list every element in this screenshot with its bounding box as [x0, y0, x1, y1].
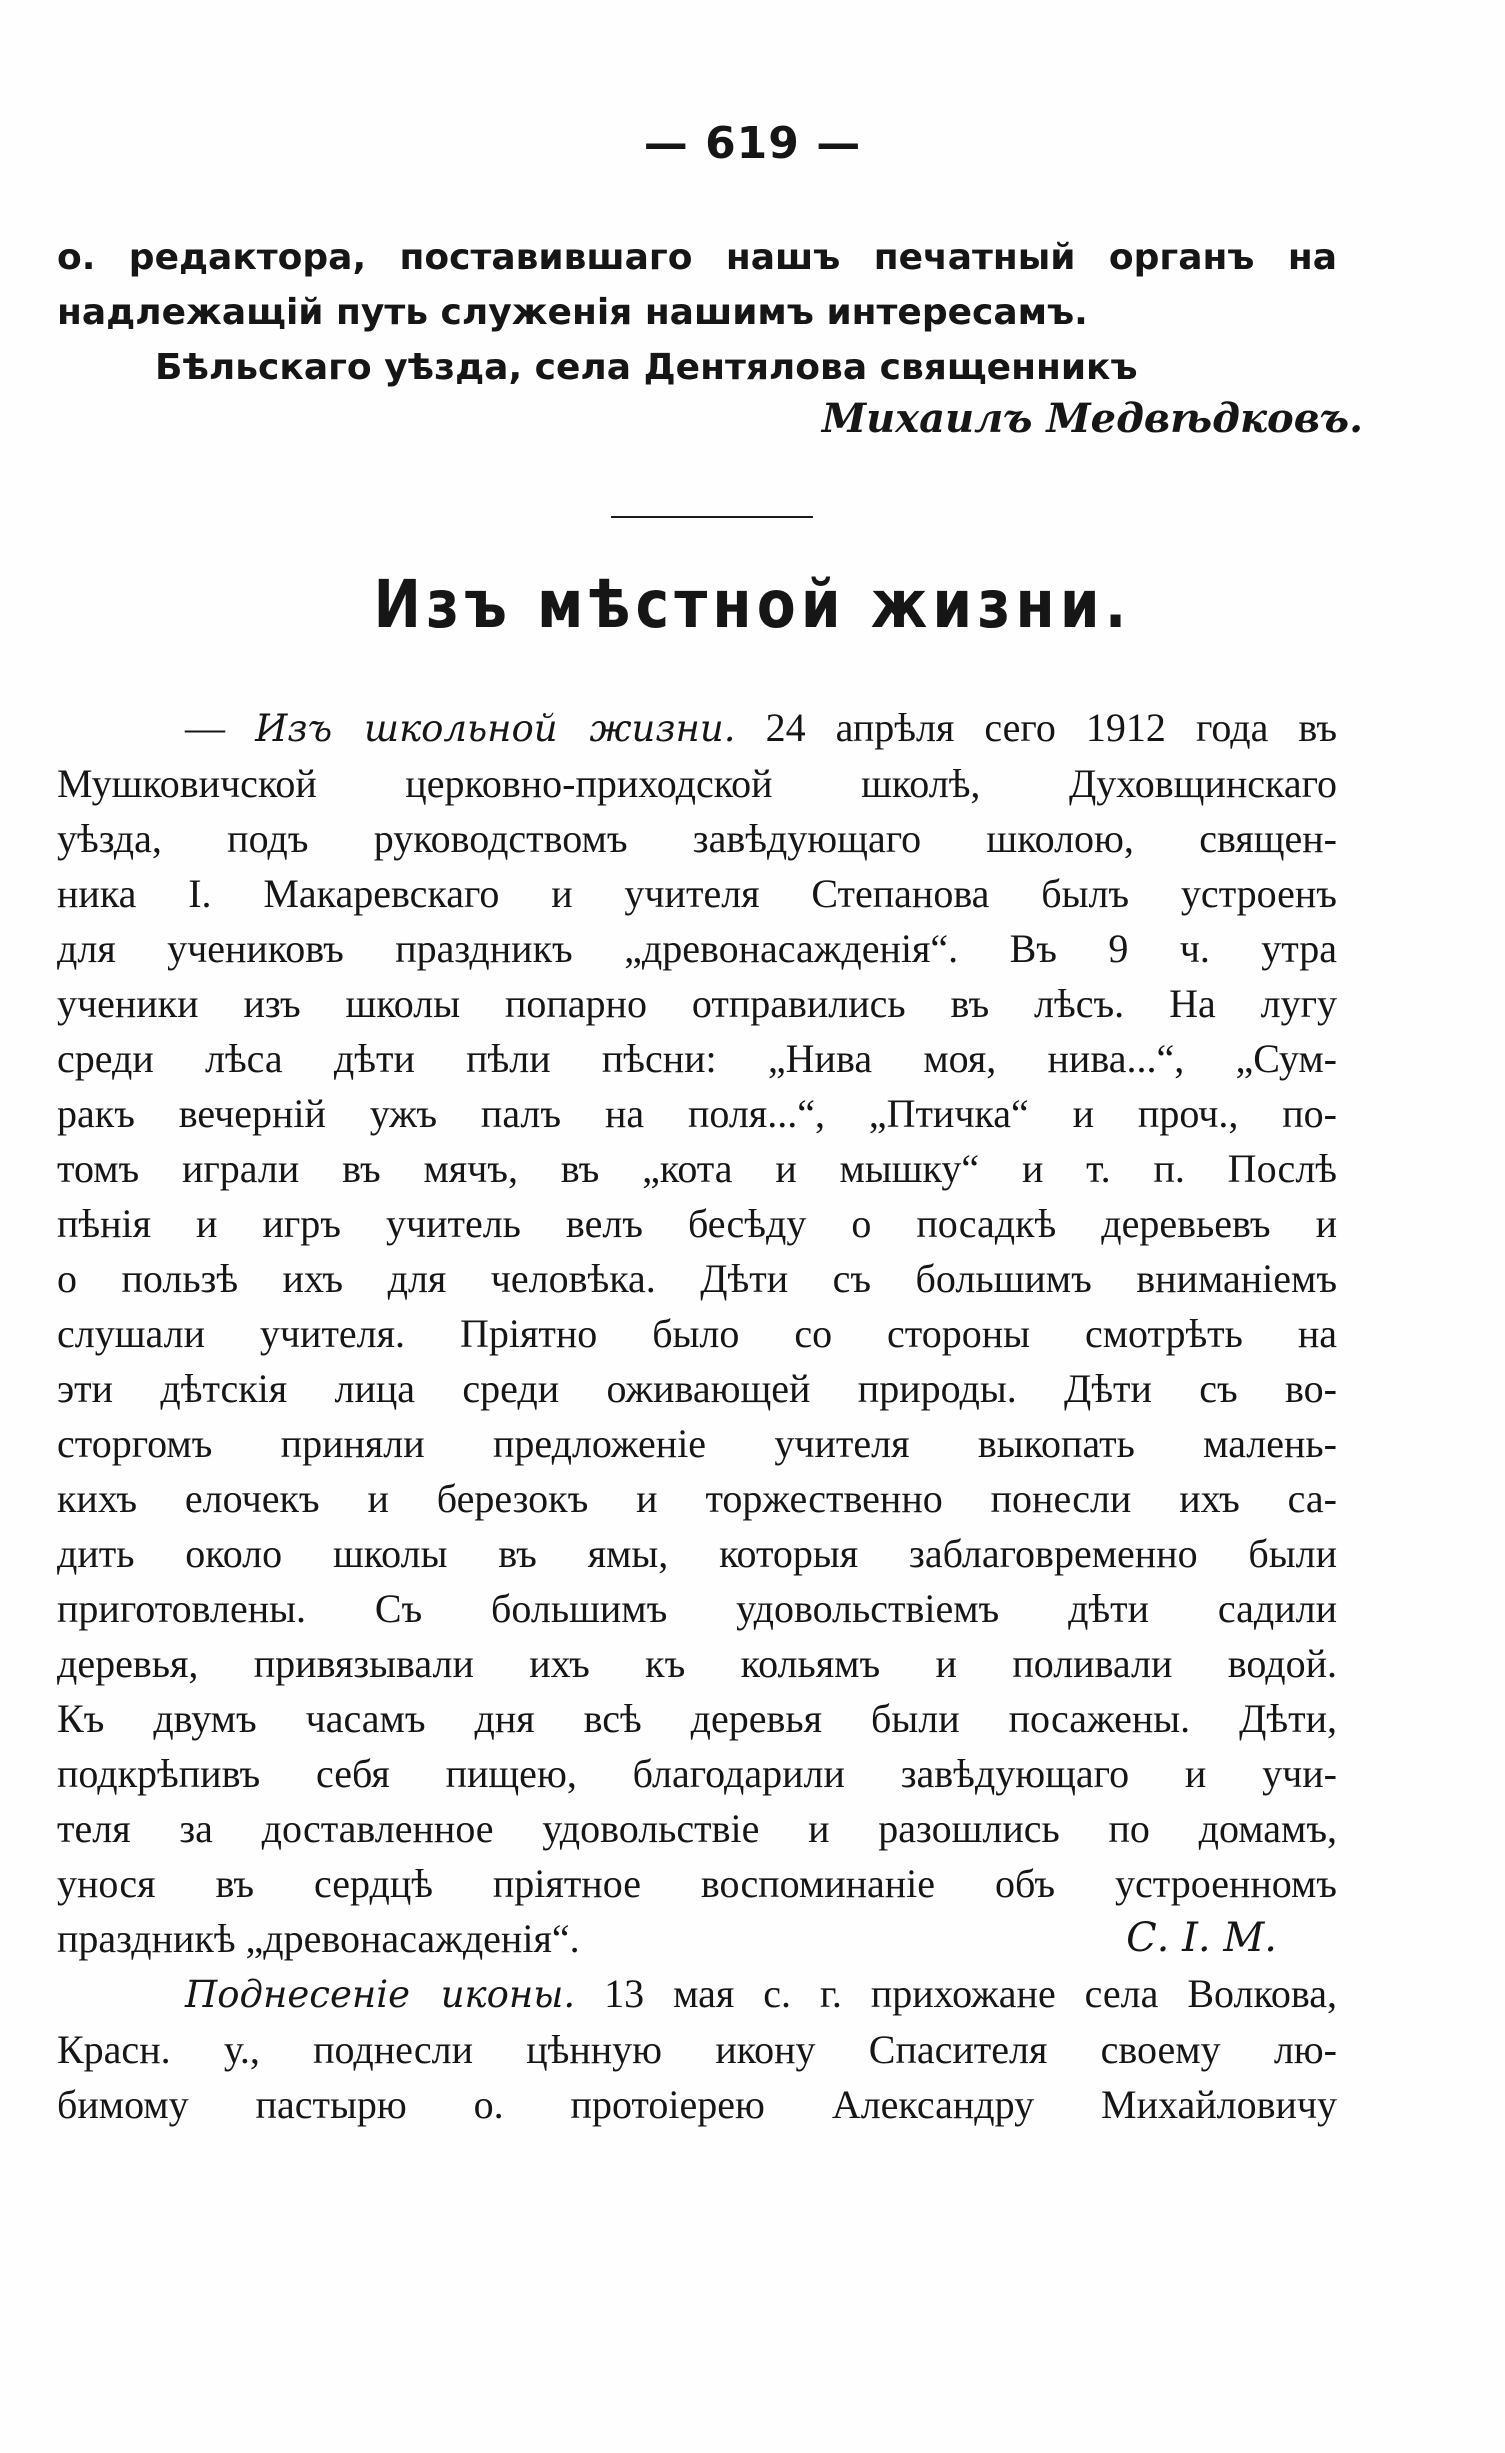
article-signature: С. І. М.: [1126, 1915, 1277, 1961]
text-line: слушали учителя. Пріятно было со стороны смотрѣть на: [57, 1311, 1337, 1356]
letter-signature: Михаилъ Медвѣдковъ.: [821, 395, 1363, 442]
article-first-line: [57, 700, 1337, 756]
text-line: дить около школы въ ямы, которыя заблаговременно были: [57, 1531, 1337, 1576]
text-line: бимому пастырю о. протоіерею Александру Михайловичу: [57, 2082, 1337, 2127]
section-divider: [611, 516, 813, 518]
text-line: теля за доставленное удовольствіе и разошлись по домамъ,: [57, 1806, 1337, 1851]
text-line: 13 мая с. г. прихожане села Волкова,: [575, 1971, 1337, 2016]
dash: —: [185, 705, 256, 750]
text-line: 24 апрѣля сего 1912 года въ: [735, 705, 1338, 750]
text-line: о. редактора, поставившаго нашъ печатный органъ на: [57, 237, 1337, 278]
text-line: кихъ елочекъ и березокъ и торжественно понесли ихъ са-: [57, 1476, 1337, 1521]
page-number: — 619 —: [643, 118, 862, 169]
text-line: сторгомъ приняли предложеніе учителя выкопать малень-: [57, 1421, 1337, 1466]
letter-closing: [57, 230, 1337, 395]
text-line: ученики изъ школы попарно отправились въ лѣсъ. На лугу: [57, 981, 1337, 1026]
article-body: [57, 700, 1337, 2132]
text-line: ника І. Макаревскаго и учителя Степанова былъ устроенъ: [57, 871, 1337, 916]
text-line: томъ играли въ мячъ, въ „кота и мышку“ и т. п. Послѣ: [57, 1146, 1337, 1191]
article-heading: Изъ школьной жизни.: [255, 707, 736, 750]
text-line: Красн. у., поднесли цѣнную икону Спасителя своему лю-: [57, 2027, 1337, 2072]
text-line: надлежащій путь служенія нашимъ интересамъ.: [57, 292, 1088, 333]
text-line: о пользѣ ихъ для человѣка. Дѣти съ большимъ вниманіемъ: [57, 1256, 1337, 1301]
article-last-line: [57, 1911, 1337, 1966]
text-line: деревья, привязывали ихъ къ кольямъ и поливали водой.: [57, 1641, 1337, 1686]
text-line: эти дѣтскія лица среди оживающей природы. Дѣти съ во-: [57, 1366, 1337, 1411]
text-line: унося въ сердцѣ пріятное воспоминаніе объ устроенномъ: [57, 1861, 1337, 1906]
text-line: Къ двумъ часамъ дня всѣ деревья были посажены. Дѣти,: [57, 1696, 1337, 1741]
text-line: Бѣльскаго уѣзда, села Дентялова священникъ: [155, 347, 1138, 388]
text-line: ракъ вечерній ужъ палъ на поля...“, „Птичка“ и проч., по-: [57, 1091, 1337, 1136]
article-first-line: [57, 1966, 1337, 2022]
article-heading: Поднесеніе иконы.: [185, 1973, 576, 2016]
text-line: приготовлены. Съ большимъ удовольствіемъ дѣти садили: [57, 1586, 1337, 1631]
text-line: Мушковичской церковно-приходской школѣ, Духовщинскаго: [57, 761, 1337, 806]
text-line: пѣнія и игръ учитель велъ бесѣду о посадкѣ деревьевъ и: [57, 1201, 1337, 1246]
text-line: подкрѣпивъ себя пищею, благодарили завѣдующаго и учи-: [57, 1751, 1337, 1796]
text-line: праздникѣ „древонасажденія“.: [57, 1916, 580, 1961]
text-line: уѣзда, подъ руководствомъ завѣдующаго школою, священ-: [57, 816, 1337, 861]
section-title: Изъ мѣстной жизни.: [373, 566, 1132, 643]
text-line: среди лѣса дѣти пѣли пѣсни: „Нива моя, нива...“, „Сум-: [57, 1036, 1337, 1081]
text-line: для учениковъ праздникъ „древонасажденія“. Въ 9 ч. утра: [57, 926, 1337, 971]
